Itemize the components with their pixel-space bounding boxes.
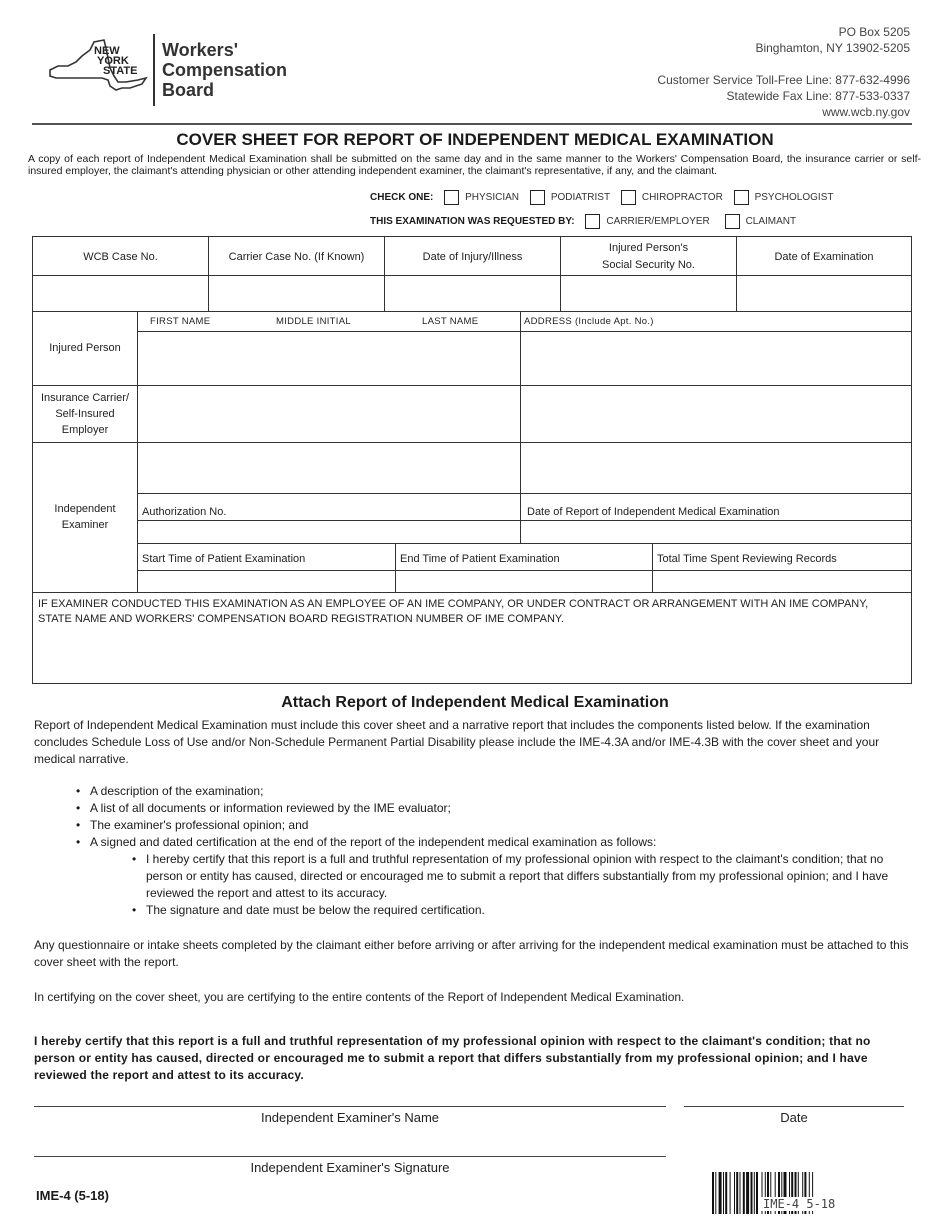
examiner-label bbox=[33, 502, 137, 532]
list-item: • The signature and date must be below the required certification. bbox=[130, 902, 892, 919]
psychologist-checkbox[interactable] bbox=[734, 190, 749, 205]
physician-label: PHYSICIAN bbox=[465, 192, 520, 203]
examiner-name-line[interactable] bbox=[34, 1106, 666, 1107]
barcode-bar bbox=[715, 1172, 716, 1214]
date-of-exam-input[interactable] bbox=[737, 276, 911, 311]
total-time-input[interactable] bbox=[653, 571, 911, 592]
ssn-header-line1: Injured Person's bbox=[608, 242, 689, 254]
middle-initial-header: MIDDLE INITIAL bbox=[276, 316, 351, 327]
carrier-case-input[interactable] bbox=[209, 276, 384, 311]
examiner-name-input[interactable] bbox=[138, 443, 520, 493]
injured-person-name-input[interactable] bbox=[138, 332, 520, 385]
barcode-bar bbox=[743, 1172, 745, 1214]
first-name-header: FIRST NAME bbox=[150, 316, 211, 327]
signature-label: Independent Examiner's Signature bbox=[250, 1160, 450, 1175]
barcode-bar bbox=[712, 1172, 714, 1214]
carrier-case-header: Carrier Case No. (If Known) bbox=[228, 251, 365, 263]
podiatrist-label: PODIATRIST bbox=[550, 192, 611, 203]
date-line[interactable] bbox=[684, 1106, 904, 1107]
start-time-label: Start Time of Patient Examination bbox=[142, 553, 306, 565]
barcode-bar bbox=[751, 1172, 753, 1214]
intro-paragraph: A copy of each report of Independent Medical Examination shall be submitted on the same day and in the same manner to the Workers' Compensation Board, the insurance carrier or self-insured employer, the claimant's attending physician or other attending independent examiner, the claimant's representative, if any, and the claimant. bbox=[28, 153, 921, 177]
customer-service-line: Customer Service Toll-Free Line: 877-632-4996 bbox=[657, 73, 910, 87]
list-item: • A signed and dated certification at the end of the report of the independent medical examination as follows: bbox=[74, 834, 904, 851]
address-header: ADDRESS (Include Apt. No.) bbox=[524, 316, 654, 327]
form-id: IME-4 (5-18) bbox=[36, 1188, 109, 1203]
last-name-header: LAST NAME bbox=[422, 316, 479, 327]
end-time-input[interactable] bbox=[396, 571, 652, 592]
carrier-employer-label: CARRIER/EMPLOYER bbox=[606, 216, 710, 227]
date-of-injury-input[interactable] bbox=[385, 276, 560, 311]
page-title: COVER SHEET FOR REPORT OF INDEPENDENT MEDICAL EXAMINATION bbox=[176, 130, 774, 149]
barcode-bar bbox=[723, 1172, 724, 1214]
ime-company-instruction: IF EXAMINER CONDUCTED THIS EXAMINATION AS AN EMPLOYEE OF AN IME COMPANY, OR UNDER CONTRACT OR ARRANGEMENT WITH AN IME COMPANY, STATE NAME AND WORKERS' COMPENSATION BOARD REGISTRATION NUMBER OF IME COMPANY. bbox=[38, 598, 869, 625]
report-date-input[interactable] bbox=[521, 521, 911, 543]
chiropractor-label: CHIROPRACTOR bbox=[641, 192, 723, 203]
requirements-list bbox=[74, 783, 904, 919]
logo-divider bbox=[153, 34, 155, 106]
authorization-input[interactable] bbox=[138, 521, 520, 543]
start-time-input[interactable] bbox=[138, 571, 395, 592]
date-label: Date bbox=[780, 1110, 808, 1125]
list-item: • A list of all documents or information reviewed by the IME evaluator; bbox=[74, 800, 904, 817]
check-one-row bbox=[370, 190, 833, 205]
examiner-label-line2: Examiner bbox=[61, 519, 109, 531]
logo-board-name bbox=[162, 40, 287, 100]
wcb-case-header: WCB Case No. bbox=[83, 251, 158, 263]
questionnaire-paragraph: Any questionnaire or intake sheets completed by the claimant either before arriving or after arriving for the independent medical examination must be attached to this cover sheet with the report. bbox=[34, 938, 909, 969]
carrier-label-line1: Insurance Carrier/ bbox=[40, 392, 130, 404]
total-time-label: Total Time Spent Reviewing Records bbox=[657, 553, 837, 565]
wcb-case-input[interactable] bbox=[33, 276, 208, 311]
injured-person-label: Injured Person bbox=[49, 342, 121, 354]
carrier-name-input[interactable] bbox=[138, 386, 520, 442]
carrier-address-input[interactable] bbox=[521, 386, 911, 442]
logo-state-line1: NEW bbox=[94, 45, 120, 57]
barcode-bar bbox=[730, 1172, 731, 1214]
po-box: PO Box 5205 bbox=[838, 25, 910, 39]
certifying-paragraph: In certifying on the cover sheet, you are certifying to the entire contents of the Report of Independent Medical Examination. bbox=[34, 990, 685, 1004]
psychologist-label: PSYCHOLOGIST bbox=[754, 192, 834, 203]
city-zip: Binghamton, NY 13902-5205 bbox=[755, 41, 910, 55]
board-contact-info bbox=[657, 24, 910, 120]
carrier-label-line3: Employer bbox=[61, 424, 109, 436]
barcode-bar bbox=[754, 1172, 755, 1214]
barcode-bar bbox=[725, 1172, 727, 1214]
attach-heading: Attach Report of Independent Medical Examination bbox=[281, 694, 669, 711]
carrier-employer-checkbox[interactable] bbox=[585, 214, 600, 229]
ssn-input[interactable] bbox=[561, 276, 736, 311]
date-of-exam-header: Date of Examination bbox=[774, 251, 874, 263]
logo-state-line3: STATE bbox=[103, 65, 138, 77]
carrier-label bbox=[33, 391, 137, 437]
attach-paragraph: Report of Independent Medical Examination must include this cover sheet and a narrative report that includes the components listed below. If the examination concludes Schedule Loss of Use and/or Non-Schedule Permanent Partial Disability please include the IME-4.3A and/or IME-4.3B with the cover sheet and your medical narrative. bbox=[34, 718, 880, 766]
report-date-label: Date of Report of Independent Medical Examination bbox=[527, 506, 780, 518]
examiner-address-input[interactable] bbox=[521, 443, 911, 493]
end-time-label: End Time of Patient Examination bbox=[400, 553, 560, 565]
ssn-header-line2: Social Security No. bbox=[602, 259, 695, 271]
claimant-checkbox[interactable] bbox=[725, 214, 740, 229]
physician-checkbox[interactable] bbox=[444, 190, 459, 205]
list-item: • The examiner's professional opinion; and bbox=[74, 817, 904, 834]
barcode-bar bbox=[746, 1172, 749, 1214]
header-rule bbox=[32, 123, 912, 125]
barcode-bar bbox=[756, 1172, 758, 1214]
podiatrist-checkbox[interactable] bbox=[530, 190, 545, 205]
barcode-bar bbox=[719, 1172, 722, 1214]
signature-line[interactable] bbox=[34, 1156, 666, 1157]
fax-line: Statewide Fax Line: 877-533-0337 bbox=[726, 89, 910, 103]
requested-by-row bbox=[370, 214, 796, 229]
carrier-label-line2: Self-Insured bbox=[55, 408, 115, 420]
date-of-injury-header: Date of Injury/Illness bbox=[422, 251, 523, 263]
requested-by-label: THIS EXAMINATION WAS REQUESTED BY: bbox=[370, 216, 575, 228]
claimant-label: CLAIMANT bbox=[745, 216, 797, 227]
examiner-label-line1: Independent bbox=[54, 503, 116, 515]
examiner-name-label: Independent Examiner's Name bbox=[260, 1110, 440, 1125]
barcode-bar bbox=[734, 1172, 735, 1214]
certification-statement: I hereby certify that this report is a full and truthful representation of my professional opinion with respect to the claimant's condition; that no person or entity has caused, directed or encouraged me to submit a report that differs substantially from my professional opinion; and I have reviewed the report and attest to its accuracy. bbox=[34, 1034, 871, 1082]
chiropractor-checkbox[interactable] bbox=[621, 190, 636, 205]
list-item: • A description of the examination; bbox=[74, 783, 904, 800]
logo-board-line2: Compensation bbox=[162, 60, 288, 80]
authorization-label: Authorization No. bbox=[142, 506, 227, 518]
logo-board-line3: Board bbox=[162, 80, 215, 100]
barcode-text: IME-4 5-18 bbox=[760, 1197, 838, 1211]
check-one-label: CHECK ONE: bbox=[370, 192, 434, 204]
ime-company-input[interactable] bbox=[33, 630, 911, 683]
barcode-bar bbox=[736, 1172, 738, 1214]
website[interactable]: www.wcb.ny.gov bbox=[822, 105, 910, 119]
logo-state-line2: YORK bbox=[97, 55, 129, 67]
new-york-state-map-logo bbox=[46, 36, 151, 96]
injured-person-address-input[interactable] bbox=[521, 332, 911, 385]
list-item: • I hereby certify that this report is a full and truthful representation of my professional opinion with respect to the claimant's condition; that no person or entity has caused, directed or encouraged me to submit a report that differs substantially from my professional opinion; and I have reviewed the report and attest to its accuracy. bbox=[130, 851, 892, 902]
logo-board-line1: Workers' bbox=[162, 40, 238, 60]
barcode-bar bbox=[740, 1172, 741, 1214]
